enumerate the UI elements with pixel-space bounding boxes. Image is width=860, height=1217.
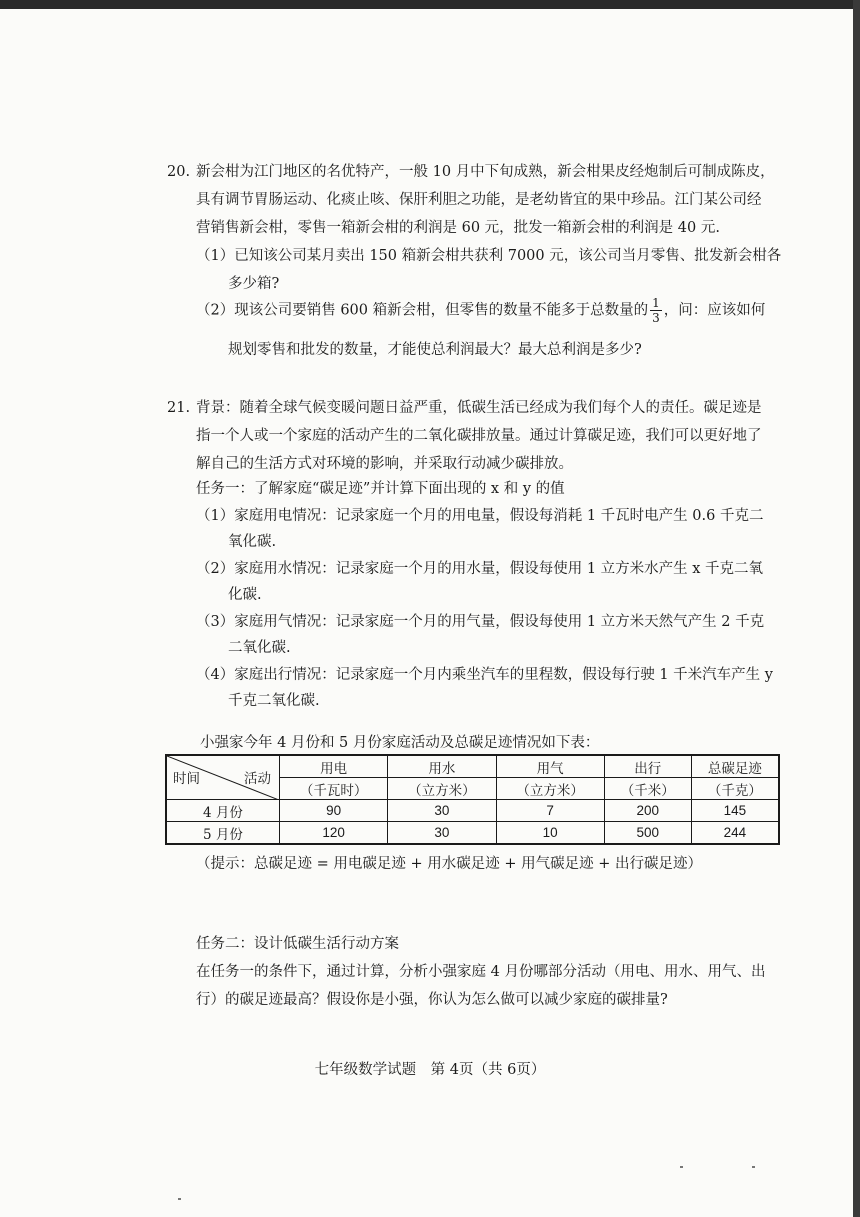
table-cell: 10 <box>496 822 604 845</box>
page-footer: 七年级数学试题 第 4页（共 6页） <box>314 1062 546 1078</box>
table-cell: 30 <box>388 822 496 845</box>
q21-number: 21. <box>167 400 191 416</box>
unit-water: （立方米） <box>388 778 496 800</box>
table-row <box>166 822 779 845</box>
scan-speck <box>178 1198 181 1200</box>
task2-line2: 行）的碳足迹最高？假设你是小强，你认为怎么做可以减少家庭的碳排量? <box>196 992 668 1008</box>
q20-number: 20. <box>167 164 191 180</box>
header-travel: 出行 <box>604 755 691 778</box>
row-label-april: 4 月份 <box>166 800 280 822</box>
table-cell: 90 <box>280 800 388 822</box>
table-cell: 30 <box>388 800 496 822</box>
table-cell: 145 <box>691 800 779 822</box>
item4-line1: （4）家庭出行情况：记录家庭一个月内乘坐汽车的里程数，假设每行驶 1 千米汽车产生 y <box>196 667 773 683</box>
fraction-denominator: 3 <box>652 311 660 325</box>
q21-line2: 指一个人或一个家庭的活动产生的二氧化碳排放量。通过计算碳足迹，我们可以更好地了 <box>196 428 762 444</box>
q20-line2: 具有调节胃肠运动、化痰止咳、保肝利胆之功能，是老幼皆宜的果中珍品。江门某公司经 <box>196 192 762 208</box>
task2-title: 任务二：设计低碳生活行动方案 <box>196 936 399 952</box>
task1-title: 任务一：了解家庭“碳足迹”并计算下面出现的 x 和 y 的值 <box>196 481 565 497</box>
item1-line2: 氧化碳. <box>228 534 277 550</box>
table-header-row <box>166 755 779 778</box>
q21-line1: 背景：随着全球气候变暖问题日益严重，低碳生活已经成为我们每个人的责任。碳足迹是 <box>196 400 762 416</box>
unit-total: （千克） <box>691 778 779 800</box>
header-gas: 用气 <box>496 755 604 778</box>
q20-line1: 新会柑为江门地区的名优特产，一般 10 月中下旬成熟，新会柑果皮经炮制后可制成陈皮， <box>196 164 775 180</box>
scan-right-edge <box>853 0 860 1217</box>
one-third-fraction <box>650 296 662 325</box>
corner-label-activity: 活动 <box>244 771 271 787</box>
unit-travel: （千米） <box>604 778 691 800</box>
q20-part1-line2: 多少箱? <box>228 276 280 292</box>
fraction-numerator: 1 <box>652 296 660 310</box>
header-water: 用水 <box>388 755 496 778</box>
table-cell: 500 <box>604 822 691 845</box>
item4-line2: 千克二氧化碳. <box>228 693 320 709</box>
item3-line1: （3）家庭用气情况：记录家庭一个月的用气量，假设每使用 1 立方米天然气产生 2 千克 <box>196 614 765 630</box>
q20-line3: 营销售新会柑，零售一箱新会柑的利润是 60 元，批发一箱新会柑的利润是 40 元. <box>196 220 720 236</box>
item2-line1: （2）家庭用水情况：记录家庭一个月的用水量，假设每使用 1 立方米水产生 x 千克二氧 <box>196 561 764 577</box>
table-row <box>166 800 779 822</box>
q20-part2-text-a: （2）现该公司要销售 600 箱新会柑，但零售的数量不能多于总数量的 <box>196 302 649 319</box>
unit-gas: （立方米） <box>496 778 604 800</box>
unit-electricity: （千瓦时） <box>280 778 388 800</box>
header-electricity: 用电 <box>280 755 388 778</box>
scan-speck <box>680 1166 683 1168</box>
table-cell: 7 <box>496 800 604 822</box>
row-label-may: 5 月份 <box>166 822 280 845</box>
table-caption: 小强家今年 4 月份和 5 月份家庭活动及总碳足迹情况如下表： <box>200 735 600 751</box>
item1-line1: （1）家庭用电情况：记录家庭一个月的用电量，假设每消耗 1 千瓦时电产生 0.6 千克二 <box>196 508 764 524</box>
q21-line3: 解自己的生活方式对环境的影响，并采取行动减少碳排放。 <box>196 456 573 472</box>
header-total: 总碳足迹 <box>691 755 779 778</box>
scan-speck <box>752 1166 755 1168</box>
carbon-footprint-table <box>165 754 780 845</box>
q20-part1-line1: （1）已知该公司某月卖出 150 箱新会柑共获利 7000 元，该公司当月零售、批发新会柑各 <box>196 248 782 264</box>
table-hint: （提示：总碳足迹 = 用电碳足迹 + 用水碳足迹 + 用气碳足迹 + 出行碳足迹） <box>196 856 702 872</box>
scan-top-edge <box>0 0 860 9</box>
task2-line1: 在任务一的条件下，通过计算，分析小强家庭 4 月份哪部分活动（用电、用水、用气、出 <box>196 964 766 980</box>
corner-label-time: 时间 <box>173 771 200 787</box>
table-cell: 120 <box>280 822 388 845</box>
q20-part2-text-b: ，问：应该如何 <box>663 302 766 319</box>
item3-line2: 二氧化碳. <box>228 640 291 656</box>
diagonal-header-cell <box>166 755 280 800</box>
table-cell: 244 <box>691 822 779 845</box>
q20-part2-line1 <box>196 296 765 325</box>
q20-part2-line2: 规划零售和批发的数量，才能使总利润最大？最大总利润是多少? <box>228 342 642 358</box>
table-cell: 200 <box>604 800 691 822</box>
item2-line2: 化碳. <box>228 587 262 603</box>
